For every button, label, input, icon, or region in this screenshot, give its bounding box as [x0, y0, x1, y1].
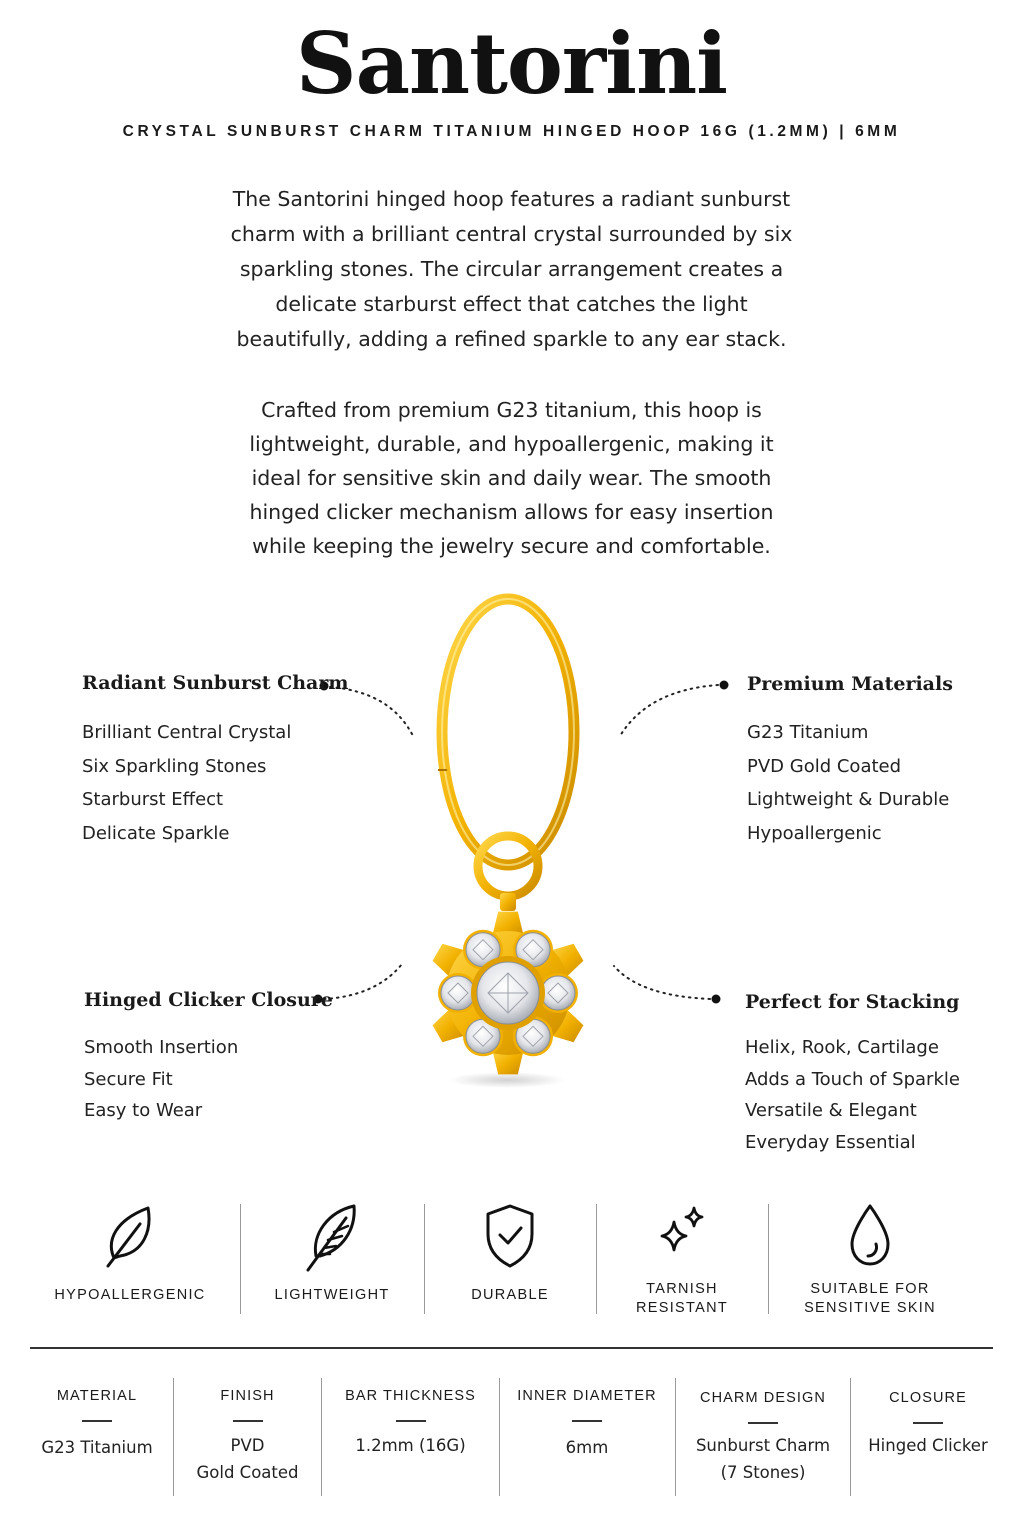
- description-line: ideal for sensitive skin and daily wear. The smooth: [251, 466, 772, 490]
- spec-label: CHARM DESIGN: [700, 1390, 826, 1406]
- spec-value-line: Gold Coated: [196, 1462, 299, 1482]
- spec-divider: [499, 1378, 500, 1496]
- sparkles-icon: [652, 1200, 712, 1260]
- crystal-stone: [541, 976, 575, 1010]
- spec-finish: [175, 1380, 320, 1500]
- callout-connector-top-right: [620, 685, 718, 736]
- leaf-icon: [100, 1200, 160, 1270]
- badge-label: [426, 1286, 594, 1305]
- feature-item: Delicate Sparkle: [82, 822, 230, 844]
- badge-sensitive-skin: [770, 1200, 970, 1320]
- feature-title-top-left: Radiant Sunburst Charm: [82, 672, 349, 694]
- feature-item: Lightweight & Durable: [747, 789, 950, 810]
- callout-connector-bottom-left: [324, 964, 402, 999]
- badge-label-line: LIGHTWEIGHT: [274, 1287, 390, 1303]
- feature-list-top-right: [747, 716, 949, 850]
- feature-item: Helix, Rook, Cartilage: [745, 1037, 939, 1058]
- spec-value-line: 1.2mm (16G): [355, 1435, 466, 1455]
- spec-label: INNER DIAMETER: [517, 1388, 657, 1404]
- spec-value-line: (7 Stones): [720, 1462, 806, 1482]
- spec-value: [22, 1434, 172, 1461]
- badge-lightweight: [242, 1200, 422, 1320]
- spec-inner-diameter: [501, 1380, 673, 1500]
- feature-item: Starburst Effect: [82, 789, 224, 810]
- badge-divider: [424, 1204, 425, 1314]
- feature-item: Hypoallergenic: [747, 822, 882, 844]
- spec-divider: [321, 1378, 322, 1496]
- description-line: charm with a brilliant central crystal surrounded by six: [230, 222, 793, 246]
- callout-connector-bottom-right: [614, 966, 710, 999]
- feature-item: Six Sparkling Stones: [82, 755, 267, 777]
- feature-list-bottom-left: [84, 1032, 238, 1127]
- feature-item: Brilliant Central Crystal: [82, 722, 292, 743]
- spec-dash: [233, 1420, 263, 1422]
- feature-item: Versatile & Elegant: [745, 1100, 917, 1122]
- badge-label-line: TARNISH: [646, 1281, 718, 1297]
- badge-divider: [240, 1204, 241, 1314]
- badge-label-line: SUITABLE FOR: [810, 1281, 930, 1297]
- feature-item: Everyday Essential: [745, 1132, 916, 1154]
- spec-value: [323, 1432, 498, 1459]
- feature-item: G23 Titanium: [747, 722, 869, 743]
- description-line: beautifully, adding a refined sparkle to any ear stack.: [236, 327, 787, 351]
- spec-dash: [396, 1420, 426, 1422]
- badge-label: [242, 1286, 422, 1305]
- spec-value-line: PVD: [230, 1435, 265, 1455]
- description-line: Crafted from premium G23 titanium, this hoop is: [261, 398, 762, 422]
- description-line: while keeping the jewelry secure and comfortable.: [252, 534, 771, 558]
- badge-label-line: SENSITIVE SKIN: [804, 1300, 936, 1316]
- badge-label-line: HYPOALLERGENIC: [54, 1287, 206, 1303]
- feature-item: Smooth Insertion: [84, 1037, 239, 1058]
- charm-bail: [500, 893, 516, 911]
- description-line: delicate starburst effect that catches the light: [275, 292, 748, 316]
- spec-label: MATERIAL: [56, 1388, 138, 1404]
- spec-divider: [850, 1378, 851, 1496]
- feature-list-top-left: [82, 716, 291, 850]
- spec-value: [852, 1432, 1004, 1459]
- spec-label: BAR THICKNESS: [345, 1388, 476, 1404]
- feature-title-top-right: Premium Materials: [747, 673, 953, 695]
- spec-value: [501, 1434, 673, 1461]
- feature-item: Easy to Wear: [84, 1100, 203, 1122]
- spec-value-line: Hinged Clicker: [868, 1435, 988, 1455]
- spec-label: CLOSURE: [889, 1390, 967, 1406]
- spec-value-line: 6mm: [565, 1437, 609, 1457]
- spec-divider: [675, 1378, 676, 1496]
- spec-label: FINISH: [220, 1388, 275, 1404]
- spec-value-line: G23 Titanium: [41, 1437, 153, 1457]
- badge-divider: [596, 1204, 597, 1314]
- shield-check-icon: [480, 1200, 540, 1270]
- spec-charm-design: [677, 1380, 849, 1500]
- callout-dot-bottom-right: [712, 995, 721, 1004]
- spec-dash: [82, 1420, 112, 1422]
- badge-label-line: DURABLE: [471, 1287, 549, 1303]
- spec-dash: [748, 1422, 778, 1424]
- badge-hypoallergenic: [30, 1200, 230, 1320]
- feature-title-bottom-right: Perfect for Stacking: [745, 991, 960, 1013]
- badge-label: [30, 1286, 230, 1305]
- page-title: Santorini: [295, 14, 728, 113]
- badge-durable: [426, 1200, 594, 1320]
- crystal-stone: [441, 976, 475, 1010]
- badge-label: [598, 1280, 766, 1318]
- section-divider: [30, 1347, 993, 1349]
- callout-dot-top-right: [720, 681, 729, 690]
- feature-item: PVD Gold Coated: [747, 755, 902, 777]
- badge-label-line: RESISTANT: [636, 1300, 728, 1316]
- product-subtitle: CRYSTAL SUNBURST CHARM TITANIUM HINGED HOOP 16G (1.2MM) | 6MM: [122, 123, 901, 140]
- spec-dash: [913, 1422, 943, 1424]
- hoop-highlight: [442, 599, 574, 865]
- spec-value: [175, 1432, 320, 1486]
- callout-connector-top-left: [330, 687, 414, 738]
- spec-dash: [572, 1420, 602, 1422]
- description-line: lightweight, durable, and hypoallergenic, making it: [249, 432, 774, 456]
- droplet-icon: [840, 1200, 900, 1270]
- sunburst-charm: [433, 912, 584, 1075]
- feather-icon: [302, 1200, 362, 1272]
- description-line: hinged clicker mechanism allows for easy insertion: [249, 500, 774, 524]
- spec-divider: [173, 1378, 174, 1496]
- spec-material: [22, 1380, 172, 1500]
- feature-item: Secure Fit: [84, 1068, 173, 1090]
- badge-label: [770, 1280, 970, 1318]
- spec-bar-thickness: [323, 1380, 498, 1500]
- badge-tarnish-resistant: [598, 1200, 766, 1320]
- feature-title-bottom-left: Hinged Clicker Closure: [84, 989, 333, 1011]
- badge-divider: [768, 1204, 769, 1314]
- spec-value-line: Sunburst Charm: [695, 1435, 831, 1455]
- feature-item: Adds a Touch of Sparkle: [745, 1068, 960, 1090]
- description-line: The Santorini hinged hoop features a radiant sunburst: [232, 187, 791, 211]
- feature-list-bottom-right: [745, 1032, 960, 1159]
- spec-closure: [852, 1380, 1004, 1500]
- spec-value: [677, 1432, 849, 1486]
- description-line: sparkling stones. The circular arrangement creates a: [239, 257, 784, 281]
